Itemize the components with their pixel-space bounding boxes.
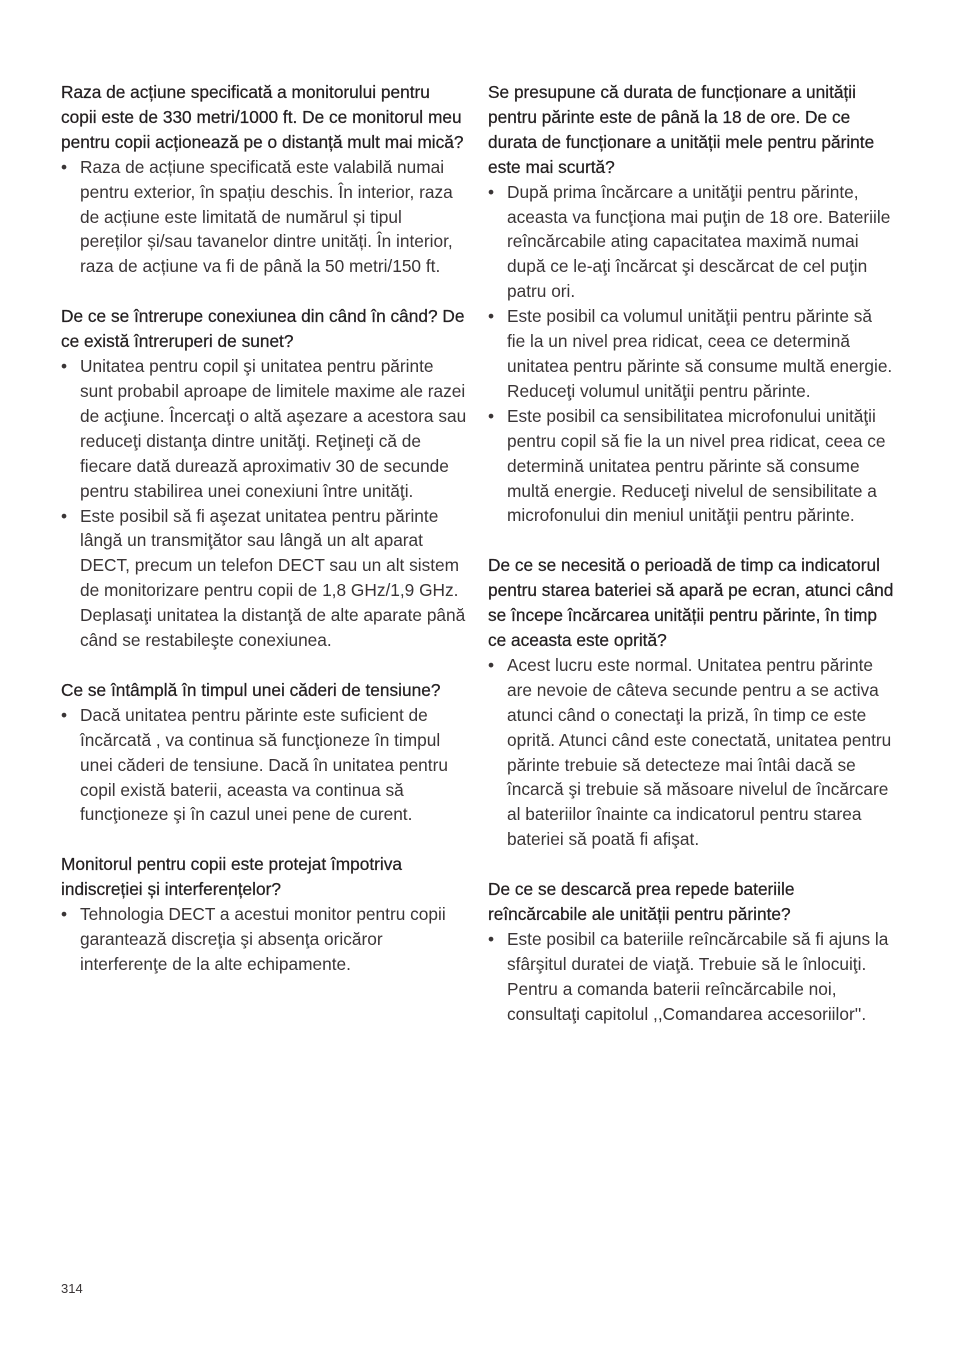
bullet-icon: • [61, 904, 68, 925]
bullet-icon: • [488, 654, 495, 675]
faq-answer [488, 927, 894, 1027]
faq-answer [61, 504, 469, 653]
faq-answer-text: Este posibil ca sensibilitatea microfonului unităţii pentru copil să fie la un nivel prea ridicat, ceea ce determină unitatea pentru părinte să consume multă energie. Reduceţi nivelul de sensibilitate a microfonului din meniul unităţii pentru părinte. [507, 405, 886, 526]
faq-answer-text: După prima încărcare a unităţii pentru părinte, aceasta va funcţiona mai puţin de 18 ore. Bateriile reîncărcabile ating capacitatea maximă numai după ce le-aţi încărcat şi descărcat de cel puţin patru ori. [507, 181, 891, 302]
bullet-icon: • [488, 929, 495, 949]
faq-question: Se presupune că durata de funcționare a unității pentru părinte este de până la 18 de ore. De ce durata de funcționare a unității mele pentru părinte este mai scurtă? [488, 82, 875, 177]
left-column [61, 80, 469, 1002]
bullet-icon: • [61, 156, 68, 177]
faq-question: Monitorul pentru copii este protejat împotriva indiscreției și interferențelor? [61, 854, 402, 900]
faq-answer [488, 304, 894, 404]
faq-question: De ce se descarcă prea repede bateriile reîncărcabile ale unității pentru părinte? [488, 879, 795, 925]
bullet-icon: • [488, 181, 495, 202]
faq-answer-text: Dacă unitatea pentru părinte este suficient de încărcată , va continua să funcţioneze în timpul unei căderi de tensiune. Dacă în unitatea pentru copil există baterii, aceasta va continua să funcţioneze şi în cazul unei pene de curent. [80, 704, 448, 825]
faq-question: De ce se necesită o perioadă de timp ca indicatorul pentru starea bateriei să apară pe ecran, atunci când se începe încărcarea unității pentru părinte, în timp ce aceasta este oprită? [488, 555, 894, 651]
bullet-icon: • [488, 306, 495, 327]
faq-battery-indicator [488, 553, 894, 852]
faq-question: Ce se întâmplă în timpul unei căderi de tensiune? [61, 679, 441, 700]
faq-answer [61, 703, 469, 828]
faq-answer-text: Este posibil ca bateriile reîncărcabile să fi ajuns la sfârşitul duratei de viaţă. Trebuie să le înlocuiţi. Pentru a comanda baterii reîncărcabile noi, consultaţi capitolul ,,Comandarea accesoriilor''. [507, 929, 889, 1024]
faq-answers [61, 703, 469, 828]
faq-range [61, 80, 469, 279]
faq-answer-text: Tehnologia DECT a acestui monitor pentru copii garantează discreţia şi absenţa oricăror interferenţe de la alte echipamente. [80, 904, 446, 974]
faq-answer [488, 653, 894, 852]
faq-answers [61, 155, 469, 280]
faq-battery-drain [488, 877, 894, 1026]
faq-answers [488, 927, 894, 1027]
page-number: 314 [61, 1281, 83, 1296]
faq-answer-text: Este posibil să fi aşezat unitatea pentru părinte lângă un transmiţător sau lângă un alt aparat DECT, precum un telefon DECT sau un alt sistem de monitorizare pentru copii de 1,8 GHz/1,9 GHz. Deplasaţi unitatea la distanţă de alte aparate până când se restabileşte conexiunea. [80, 505, 466, 651]
bullet-icon: • [61, 704, 68, 725]
bullet-icon: • [488, 405, 495, 426]
faq-answer [488, 404, 894, 529]
faq-answer [61, 902, 469, 977]
faq-question: De ce se întrerupe conexiunea din când în când? De ce există întreruperi de sunet? [61, 306, 465, 352]
faq-answer-text: Unitatea pentru copil şi unitatea pentru părinte sunt probabil aproape de limitele maxime ale razei de acţiune. Încercaţi o altă aşezare a acestora sau reduceţi distanţa dintre unităţi. Reţineţi că de fiecare dată durează aproximativ 30 de secunde pentru stabilirea unei conexiuni între unităţi. [80, 356, 467, 501]
faq-operating-time [488, 80, 894, 528]
faq-connection-loss [61, 304, 469, 653]
faq-answers [61, 354, 469, 653]
faq-answers [488, 180, 894, 529]
faq-answers [61, 902, 469, 977]
bullet-icon: • [61, 505, 68, 526]
faq-answer [61, 354, 469, 503]
faq-answer-text: Acest lucru este normal. Unitatea pentru părinte are nevoie de câteva secunde pentru a se activa atunci când o conectaţi la priză, în timp ce este oprită. Atunci când este conectată, unitatea pentru părinte trebuie să detecteze mai întâi dacă se încarcă şi trebuie să măsoare nivelul de încărcare al bateriilor înainte ca indicatorul pentru starea bateriei să poată fi afişat. [507, 654, 892, 850]
faq-question: Raza de acțiune specificată a monitorului pentru copii este de 330 metri/1000 ft. De ce monitorul meu pentru copii acționează pe o distanță mult mai mică? [61, 82, 464, 152]
faq-answer [488, 180, 894, 305]
faq-privacy [61, 852, 469, 977]
faq-answer-text: Raza de acțiune specificată este valabilă numai pentru exterior, în spațiu deschis. În interior, raza de acțiune este limitată de numărul și tipul pereților și/sau tavanelor dintre unități. În interior, raza de acțiune va fi de până la 50 metri/150 ft. [80, 156, 453, 277]
faq-answer [61, 155, 469, 280]
faq-answers [488, 653, 894, 852]
faq-answer-text: Este posibil ca volumul unităţii pentru părinte să fie la un nivel prea ridicat, ceea ce determină unitatea pentru părinte să consume multă energie. Reduceţi volumul unităţii pentru părinte. [507, 306, 893, 401]
faq-power-failure [61, 678, 469, 827]
bullet-icon: • [61, 356, 68, 377]
right-column [488, 80, 894, 1052]
